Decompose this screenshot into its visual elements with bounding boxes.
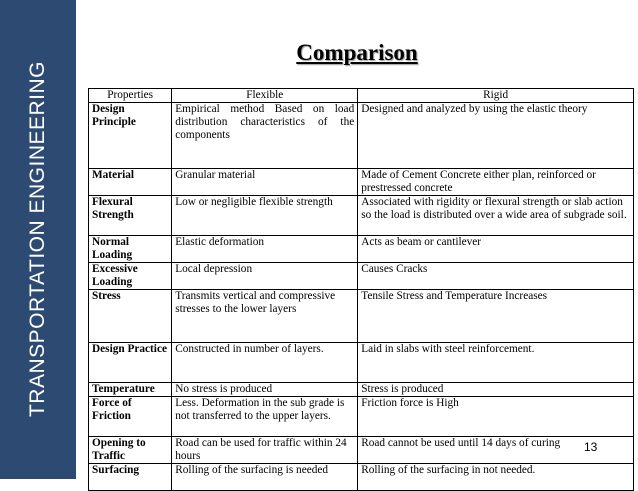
page-number: 13 (584, 440, 598, 454)
flexible-cell: Road can be used for traffic within 24 hours (172, 437, 358, 464)
property-cell: Surfacing (89, 464, 172, 491)
table-row (89, 196, 634, 236)
property-cell: Flexural Strength (89, 196, 172, 236)
flexible-cell: Constructed in number of layers. (172, 343, 358, 383)
flexible-cell: Less. Deformation in the sub grade is not transferred to the upper layers. (172, 397, 358, 437)
rigid-cell: Friction force is High (358, 397, 634, 437)
property-cell: Opening to Traffic (89, 437, 172, 464)
header-flexible: Flexible (172, 89, 358, 103)
rigid-cell: Stress is produced (358, 383, 634, 397)
flexible-cell: Local depression (172, 263, 358, 290)
slide-title: Comparison (296, 40, 418, 65)
table-row (89, 290, 634, 343)
property-cell: Excessive Loading (89, 263, 172, 290)
table-row (89, 343, 634, 383)
property-cell: Stress (89, 290, 172, 343)
property-cell: Normal Loading (89, 236, 172, 263)
table-row (89, 263, 634, 290)
rigid-cell: Laid in slabs with steel reinforcement. (358, 343, 634, 383)
rigid-cell: Causes Cracks (358, 263, 634, 290)
sidebar-label: TRANSPORTATION ENGINEERING (26, 60, 49, 418)
flexible-cell: Elastic deformation (172, 236, 358, 263)
comparison-table (88, 88, 634, 491)
rigid-cell: Designed and analyzed by using the elastic theory (358, 103, 634, 169)
rigid-cell: Tensile Stress and Temperature Increases (358, 290, 634, 343)
flexible-cell: Low or negligible flexible strength (172, 196, 358, 236)
table-row (89, 103, 634, 169)
property-cell: Temperature (89, 383, 172, 397)
table-row (89, 236, 634, 263)
header-properties: Properties (89, 89, 172, 103)
rigid-cell: Associated with rigidity or flexural strength or slab action so the load is distributed over a wide area of subgrade soil. (358, 196, 634, 236)
table-row (89, 169, 634, 196)
table-row (89, 437, 634, 464)
sidebar-banner (0, 0, 76, 479)
header-rigid: Rigid (358, 89, 634, 103)
property-cell: Force of Friction (89, 397, 172, 437)
flexible-cell: No stress is produced (172, 383, 358, 397)
flexible-cell: Rolling of the surfacing is needed (172, 464, 358, 491)
rigid-cell: Road cannot be used until 14 days of curing (358, 437, 634, 464)
rigid-cell: Rolling of the surfacing in not needed. (358, 464, 634, 491)
table-row (89, 464, 634, 491)
flexible-cell: Transmits vertical and compressive stresses to the lower layers (172, 290, 358, 343)
property-cell: Material (89, 169, 172, 196)
property-cell: Design Principle (89, 103, 172, 169)
table-row (89, 397, 634, 437)
rigid-cell: Acts as beam or cantilever (358, 236, 634, 263)
flexible-cell: Granular material (172, 169, 358, 196)
rigid-cell: Made of Cement Concrete either plan, reinforced or prestressed concrete (358, 169, 634, 196)
flexible-cell: Empirical method Based on load distribution characteristics of the components (172, 103, 358, 169)
property-cell: Design Practice (89, 343, 172, 383)
table-header-row (89, 89, 634, 103)
table-row (89, 383, 634, 397)
